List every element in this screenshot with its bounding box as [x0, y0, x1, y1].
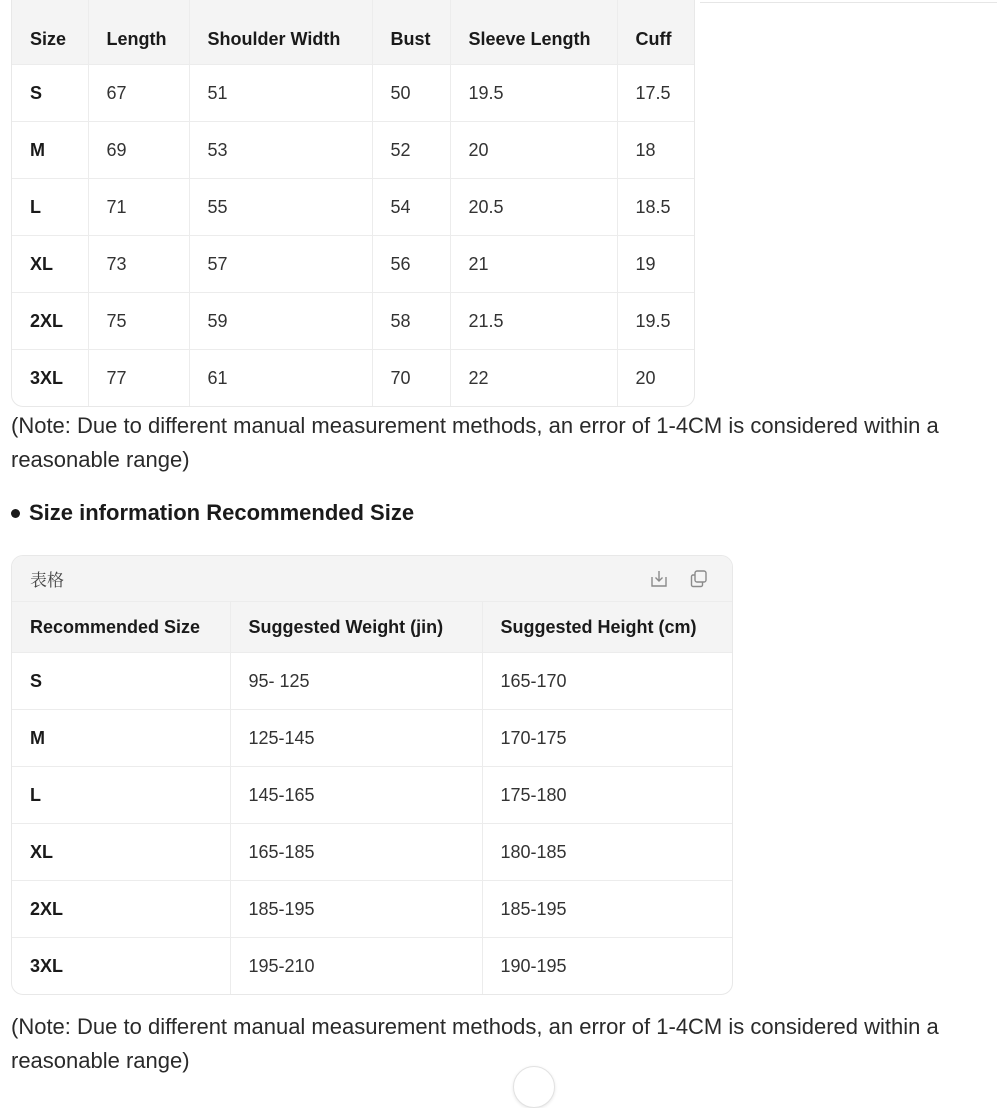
table-cell: 52 — [372, 122, 450, 179]
table-row — [12, 767, 732, 824]
bullet-icon — [11, 509, 20, 518]
copy-icon[interactable] — [688, 568, 710, 590]
table-cell: 19 — [617, 236, 694, 293]
table-cell: 67 — [88, 65, 189, 122]
table-cell: S — [12, 653, 230, 710]
table-cell: 180-185 — [482, 824, 732, 881]
table-cell: 125-145 — [230, 710, 482, 767]
table-cell: 185-195 — [230, 881, 482, 938]
table-cell: 19.5 — [450, 65, 617, 122]
table-cell: 18.5 — [617, 179, 694, 236]
table-cell: 19.5 — [617, 293, 694, 350]
table-cell: 2XL — [12, 293, 88, 350]
table-cell: 50 — [372, 65, 450, 122]
header-recommended-size: Recommended Size — [12, 602, 230, 653]
header-bust: Bust — [372, 0, 450, 65]
table-row — [12, 122, 694, 179]
measurement-note: (Note: Due to different manual measurement methods, an error of 1-4CM is considered within a reasonable range) — [11, 1014, 939, 1073]
size-chart-table — [11, 0, 695, 407]
table-cell: 22 — [450, 350, 617, 407]
table-cell: 59 — [189, 293, 372, 350]
table-cell: 165-185 — [230, 824, 482, 881]
table-header-row — [12, 0, 694, 65]
table-cell: S — [12, 65, 88, 122]
table-cell: 58 — [372, 293, 450, 350]
download-icon[interactable] — [648, 568, 670, 590]
table-cell: 17.5 — [617, 65, 694, 122]
table-row — [12, 938, 732, 995]
table-cell: 175-180 — [482, 767, 732, 824]
table-row — [12, 710, 732, 767]
table-cell: 20 — [635, 367, 656, 388]
header-cuff: Cuff — [617, 0, 694, 65]
table-cell: 73 — [88, 236, 189, 293]
table-cell: 56 — [372, 236, 450, 293]
table-cell: 165-170 — [482, 653, 732, 710]
table-cell: 2XL — [12, 881, 230, 938]
table-cell: 185-195 — [482, 881, 732, 938]
table-cell: 69 — [88, 122, 189, 179]
table-cell: 55 — [189, 179, 372, 236]
table-cell: 21.5 — [450, 293, 617, 350]
table-row — [12, 824, 732, 881]
table-cell: 170-175 — [482, 710, 732, 767]
table-cell: 3XL — [12, 350, 88, 407]
table-row — [12, 653, 732, 710]
table-cell: 75 — [88, 293, 189, 350]
header-size: Size — [12, 0, 88, 65]
recommended-size-table — [11, 555, 733, 995]
table-cell: 21 — [450, 236, 617, 293]
table-cell: 71 — [88, 179, 189, 236]
table-cell: 20 — [450, 122, 617, 179]
table-cell: 61 — [189, 350, 372, 407]
table-cell: 51 — [189, 65, 372, 122]
table-row — [12, 65, 694, 122]
table-cell: 53 — [189, 122, 372, 179]
table-cell: 20.5 — [450, 179, 617, 236]
header-shoulder-width: Shoulder Width — [189, 0, 372, 65]
scroll-to-bottom-button[interactable] — [513, 1066, 555, 1108]
table-row — [12, 293, 694, 350]
table-cell: XL — [12, 236, 88, 293]
table-cell: L — [12, 179, 88, 236]
table-cell: L — [12, 767, 230, 824]
table-row — [12, 179, 694, 236]
table-cell: 195-210 — [230, 938, 482, 995]
table-cell: 57 — [189, 236, 372, 293]
table-toolbar — [12, 556, 732, 602]
table-row — [12, 236, 694, 293]
table-cell: XL — [12, 824, 230, 881]
header-sleeve-length: Sleeve Length — [450, 0, 617, 65]
table-cell: 190-195 — [500, 955, 567, 976]
header-suggested-weight: Suggested Weight (jin) — [230, 602, 482, 653]
table-cell: 145-165 — [230, 767, 482, 824]
table-header-row — [12, 602, 732, 653]
table-cell: 18 — [617, 122, 694, 179]
table-cell: 70 — [372, 350, 450, 407]
table-cell: 3XL — [12, 938, 230, 995]
table-cell: M — [12, 710, 230, 767]
divider — [700, 2, 997, 3]
table-toolbar-label: 表格 — [30, 571, 64, 590]
table-cell: 77 — [88, 350, 189, 407]
table-cell: M — [12, 122, 88, 179]
section-heading-text: Size information Recommended Size — [29, 500, 415, 525]
table-row — [12, 881, 732, 938]
table-cell: 54 — [372, 179, 450, 236]
section-heading — [11, 500, 414, 526]
header-suggested-height: Suggested Height (cm) — [482, 602, 732, 653]
table-cell: 95- 125 — [230, 653, 482, 710]
table-row — [12, 350, 694, 407]
measurement-note: (Note: Due to different manual measurement methods, an error of 1-4CM is considered within a reasonable range) — [11, 413, 939, 472]
header-length: Length — [88, 0, 189, 65]
